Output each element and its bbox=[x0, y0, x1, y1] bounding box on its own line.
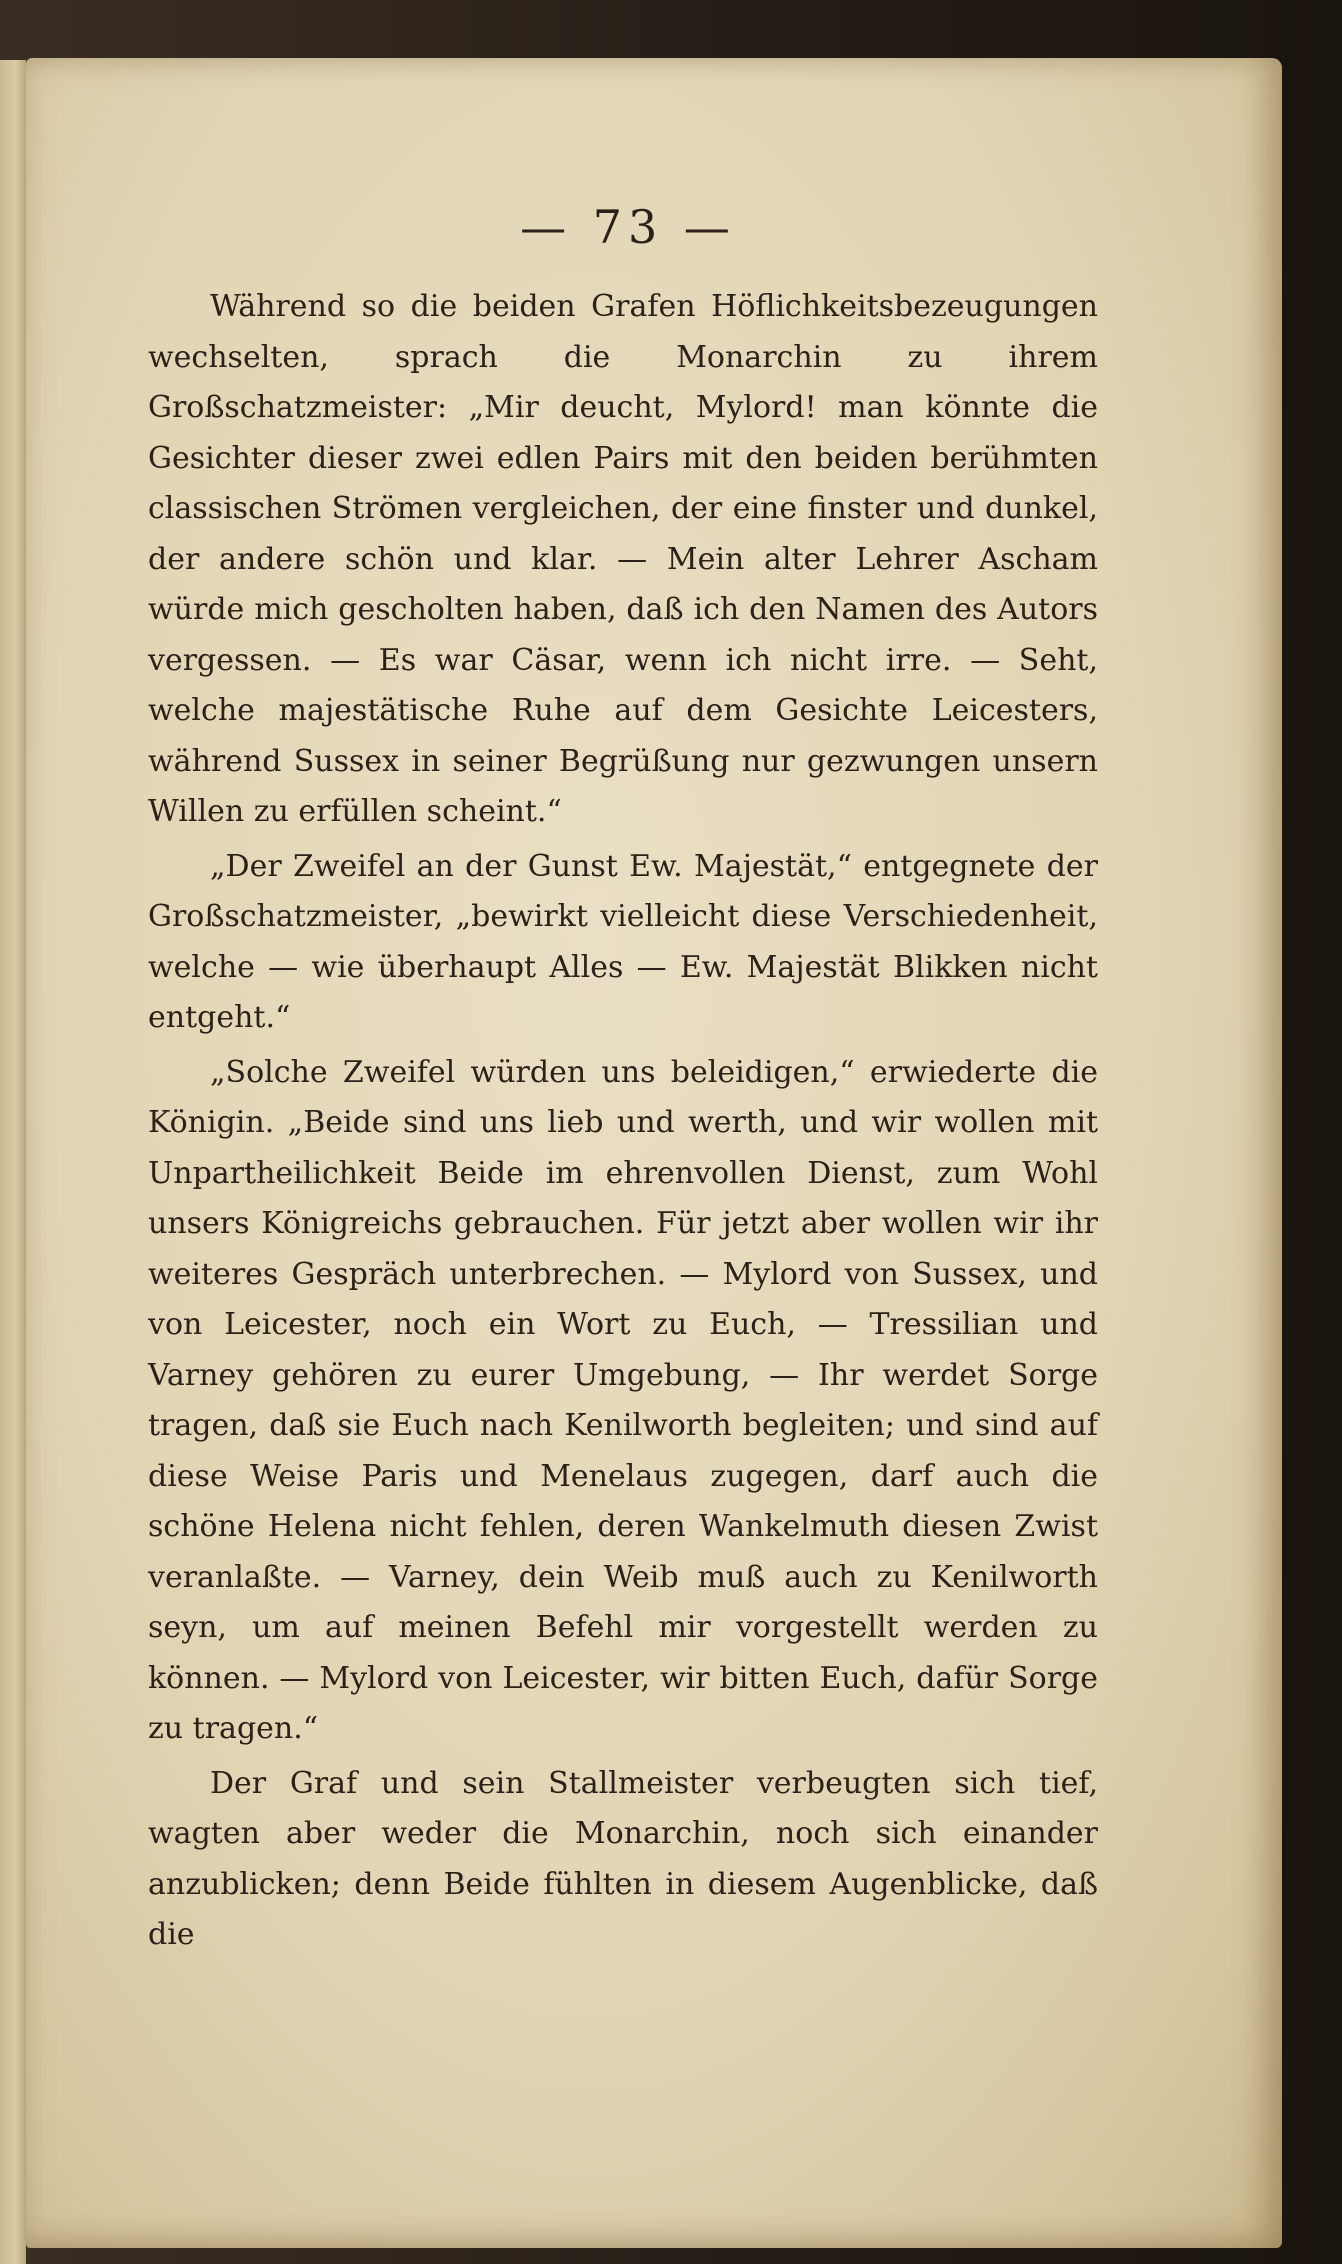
page-text bbox=[148, 282, 1098, 1961]
paragraph-2: „Der Zweifel an der Gunst Ew. Majestät,“ entgegnete der Großschatzmeister, „bewirkt vielleicht diese Verschiedenheit, welche — wie überhaupt Alles — Ew. Majestät Blikken nicht entgeht.“ bbox=[148, 848, 1098, 1035]
paragraph-4: Der Graf und sein Stallmeister verbeugten sich tief, wagten aber weder die Monarchin, noch sich einander anzublicken; denn Beide fühlten in diesem Augenblicke, daß die bbox=[148, 1765, 1098, 1952]
paragraph-3: „Solche Zweifel würden uns beleidigen,“ erwiederte die Königin. „Beide sind uns lieb und werth, und wir wollen mit Unpartheilichkeit Beide im ehrenvollen Dienst, zum Wohl unsers Königreichs gebrauchen. Für jetzt aber wollen wir ihr weiteres Gespräch unterbrechen. — Mylord von Sussex, und von Leicester, noch ein Wort zu Euch, — Tressilian und Varney gehören zu eurer Umgebung, — Ihr werdet Sorge tragen, daß sie Euch nach Kenilworth begleiten; und sind auf diese Weise Paris und Menelaus zugegen, darf auch die schöne Helena nicht fehlen, deren Wankelmuth diesen Zwist veranlaßte. — Varney, dein Weib muß auch zu Kenilworth seyn, um auf meinen Befehl mir vorgestellt werden zu können. — Mylord von Leicester, wir bitten Euch, dafür Sorge zu tragen.“ bbox=[148, 1054, 1098, 1746]
paragraph-1: Während so die beiden Grafen Höflichkeitsbezeugungen wechselten, sprach die Monarchin zu ihrem Großschatzmeister: „Mir deucht, Mylord! man könnte die Gesichter dieser zwei edlen Pairs mit den beiden berühmten classischen Strömen vergleichen, der eine finster und dunkel, der andere schön und klar. — Mein alter Lehrer Ascham würde mich gescholten haben, daß ich den Namen des Autors vergessen. — Es war Cäsar, wenn ich nicht irre. — Seht, welche majestätische Ruhe auf dem Gesichte Leicesters, während Sussex in seiner Begrüßung nur gezwungen unsern Willen zu erfüllen scheint.“ bbox=[148, 289, 1098, 829]
page-number: — 73 — bbox=[520, 200, 736, 254]
facing-page-edge bbox=[0, 60, 26, 2264]
